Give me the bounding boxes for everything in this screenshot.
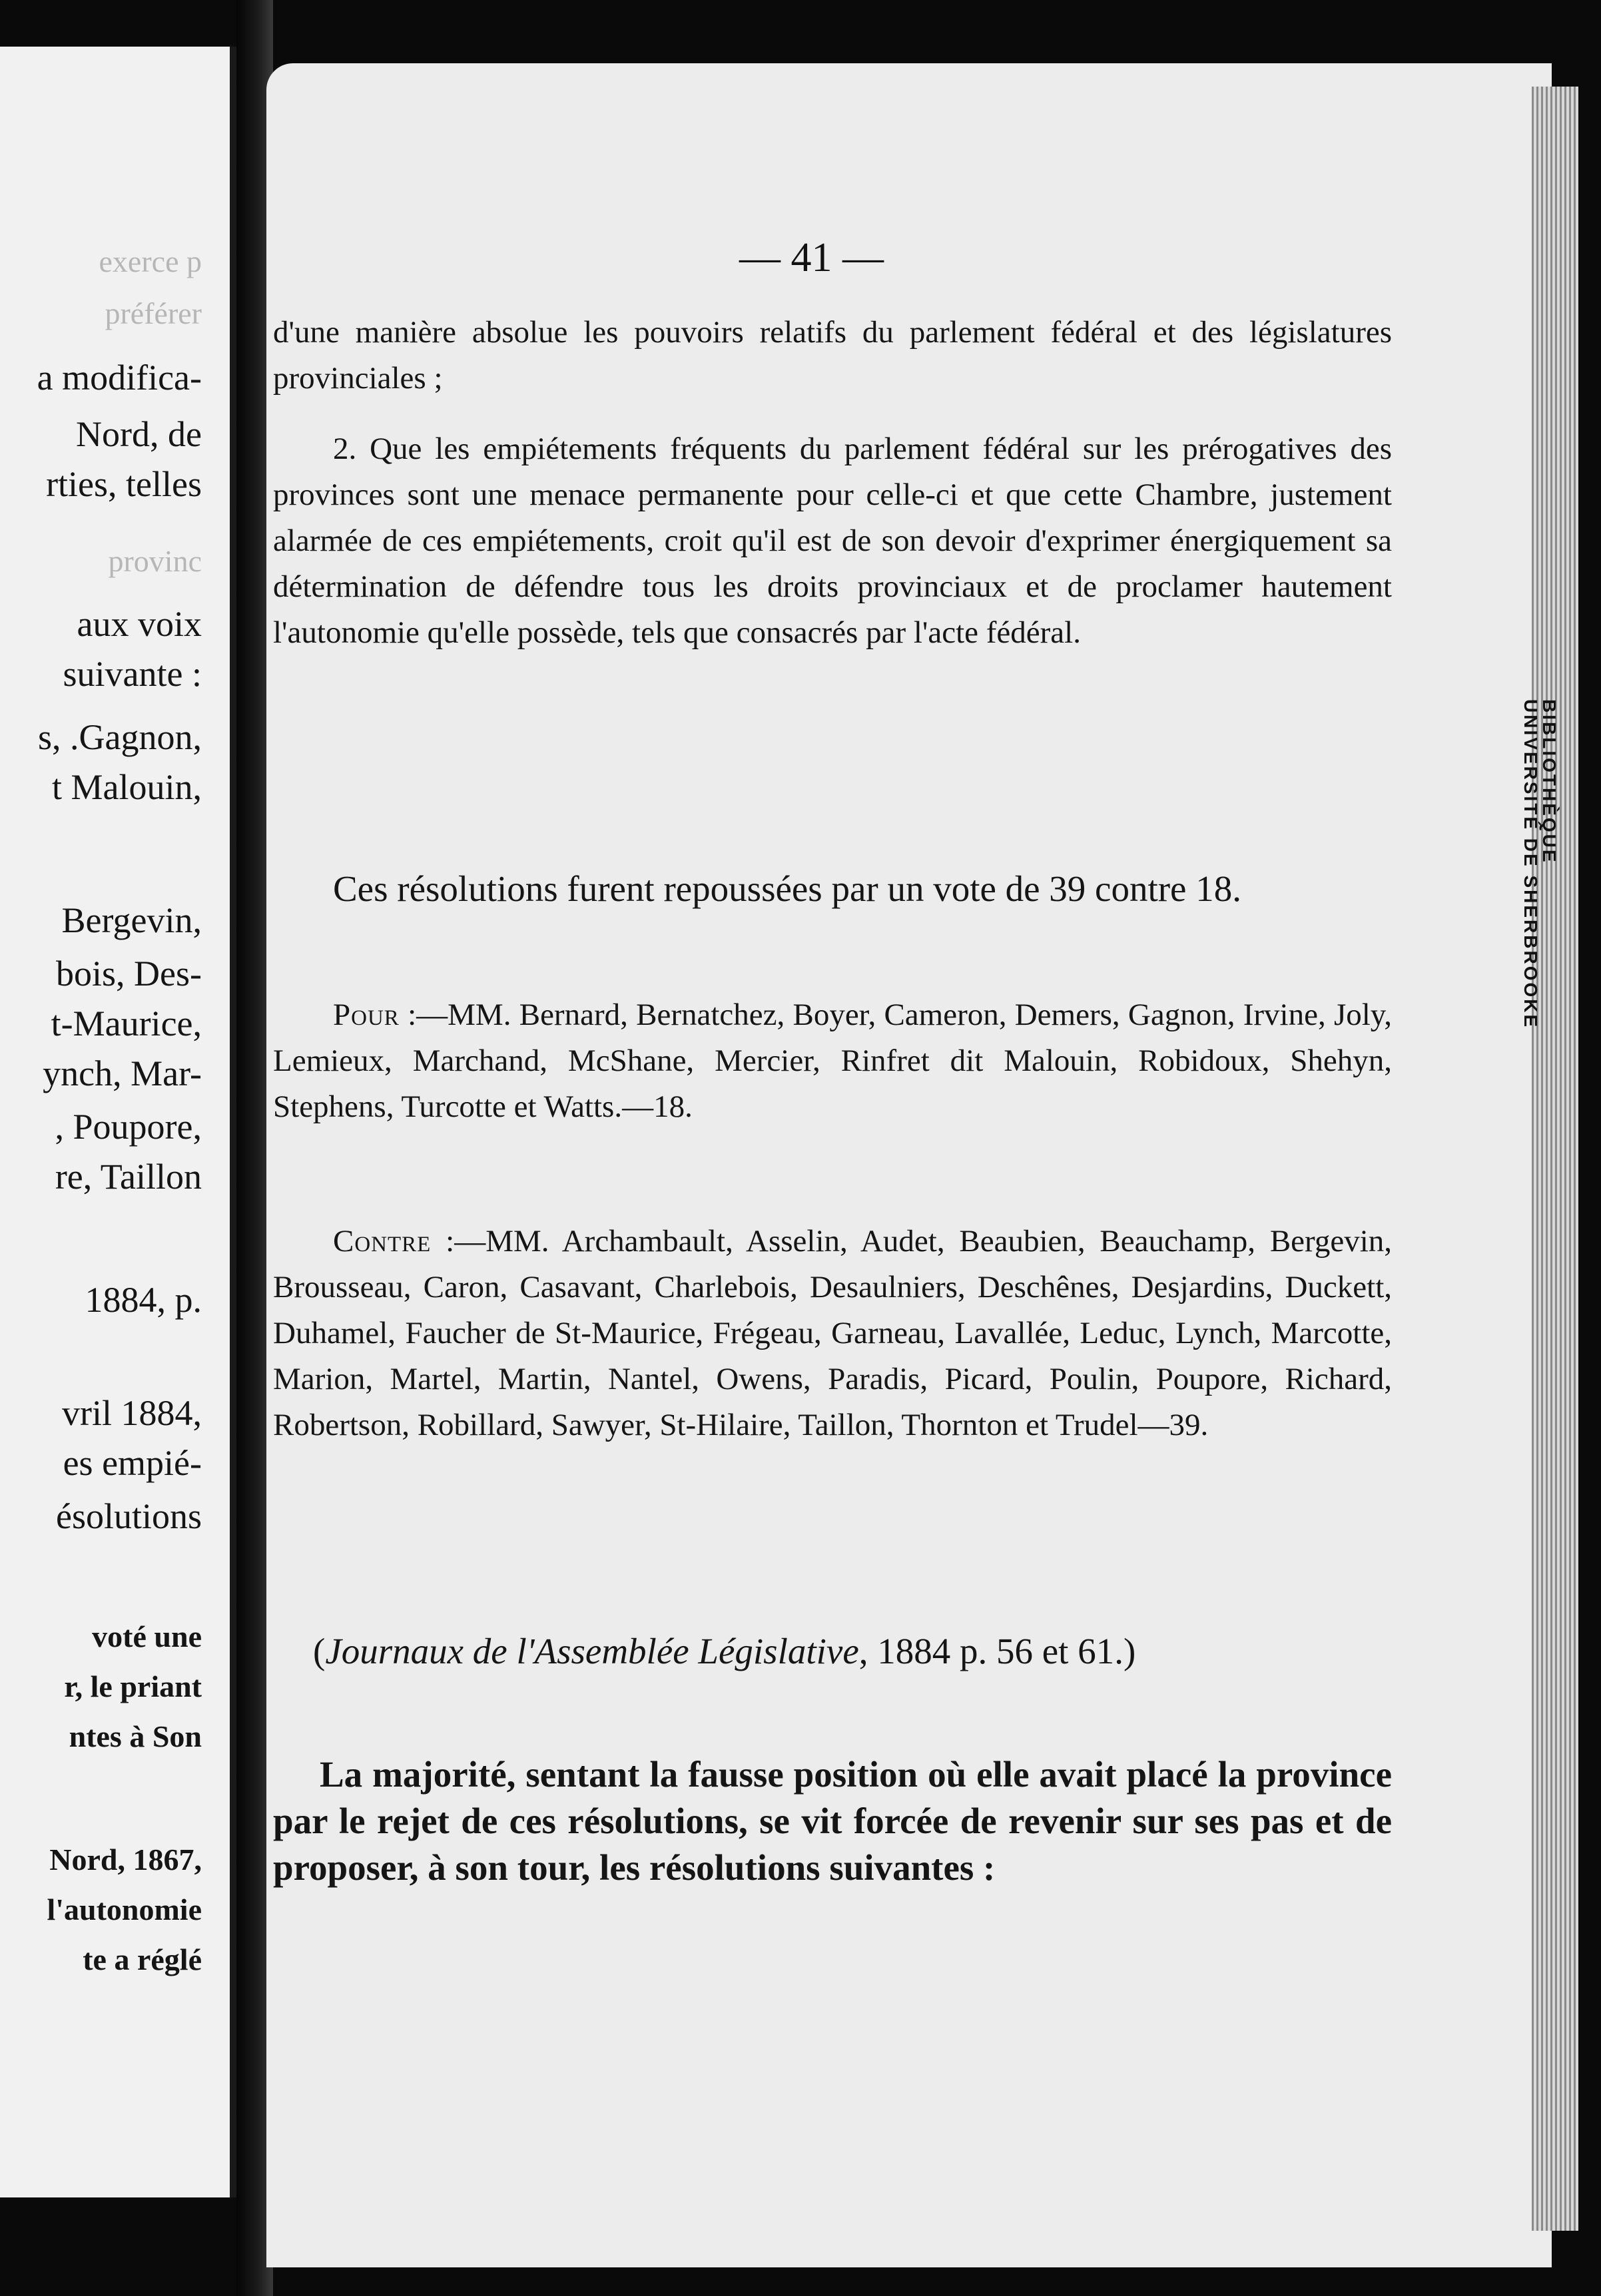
left-line: 1884, p. [85,1280,202,1320]
left-line: t-Maurice, [51,1004,202,1043]
paragraph-text: :—MM. Archambault, Asselin, Audet, Beaubien, Beauchamp, Bergevin, Brousseau, Caron, Casavant, Charlebois, Desaulniers, Deschênes, Desjardins, Duckett, Duhamel, Faucher de St-Maurice, Frégeau, Garneau, Lavallée, Leduc, Lynch, Marcotte, Marion, Martel, Martin, Nantel, Owens, Paradis, Picard, Poulin, Poupore, Richard, Robertson, Robillard, Sawyer, St-Hilaire, Taillon, Thornton et Trudel—39. [273,1224,1392,1442]
pour-label: Pour [333,998,400,1032]
left-line: Bergevin, [61,900,202,940]
left-line: s, .Gagnon, [38,717,202,757]
page-number: — 41 — [739,235,884,280]
left-line: Nord, de [76,414,202,454]
citation-title: Journaux de l'Assemblée Législative [325,1631,859,1671]
citation-rest: , 1884 p. 56 et 61.) [858,1631,1136,1671]
library-stamp [1520,699,1560,1285]
paragraph-journaux-citation [273,1628,1392,1675]
left-line: Nord, 1867, [49,1843,202,1876]
paragraph-continuation [273,310,1392,402]
left-line: es empié- [63,1443,202,1483]
left-line: aux voix [77,604,202,644]
left-line: ynch, Mar- [43,1053,202,1093]
left-line: provinc [108,544,202,578]
left-line: , Poupore, [55,1107,202,1147]
left-line: r, le priant [64,1669,202,1703]
left-line: ntes à Son [69,1719,202,1753]
paragraph-pour [273,992,1392,1130]
paragraph-text: Ces résolutions furent repoussées par un vote de 39 contre 18. [333,868,1241,909]
left-line: re, Taillon [55,1157,202,1197]
paragraph-text: La majorité, sentant la fausse position où elle avait placé la province par le rejet de ces résolutions, se vit forcée de revenir sur ses pas et de proposer, à son tour, les résolutions suivantes : [273,1754,1392,1888]
left-line: a modifica- [37,358,202,398]
left-line: rties, telles [46,464,202,504]
left-line: ésolutions [55,1496,202,1536]
paragraph-vote [273,866,1392,912]
left-line: l'autonomie [47,1892,202,1926]
paragraph-text: :—MM. Bernard, Bernatchez, Boyer, Cameron, Demers, Gagnon, Irvine, Joly, Lemieux, Marchand, McShane, Mercier, Rinfret dit Malouin, Robidoux, Shehyn, Stephens, Turcotte et Watts.—18. [273,998,1392,1124]
previous-page-fragment [0,47,236,2197]
contre-label: Contre [333,1224,432,1259]
library-stamp-line: BIBLIOTHÈQUE [1539,699,1560,864]
left-line: t Malouin, [52,767,202,807]
left-line: te a réglé [83,1942,202,1976]
paragraph-resolution-2 [273,426,1392,656]
paragraph-text: 2. Que les empiétements fréquents du parlement fédéral sur les prérogatives des provinces sont une menace permanente pour celle-ci et que cette Chambre, justement alarmée de ces empiétements, croit qu'il est de son devoir d'exprimer énergiquement sa détermination de défendre tous les droits provinciaux et de proclamer hautement l'autonomie qu'elle possède, tels que consacrés par l'acte fédéral. [273,431,1392,650]
paragraph-text: d'une manière absolue les pouvoirs relatifs du parlement fédéral et des législatures provinciales ; [273,315,1392,396]
left-line: suivante : [63,654,202,694]
library-stamp-line: UNIVERSITÉ DE SHERBROOKE [1520,699,1541,1029]
left-line: exerce p [99,244,202,278]
citation-open: ( [313,1631,326,1671]
left-line: vril 1884, [62,1393,202,1433]
left-line: préférer [105,296,202,330]
paragraph-majorite [273,1751,1392,1891]
left-line: bois, Des- [56,954,202,994]
paragraph-contre [273,1219,1392,1448]
left-line: voté une [92,1619,202,1653]
